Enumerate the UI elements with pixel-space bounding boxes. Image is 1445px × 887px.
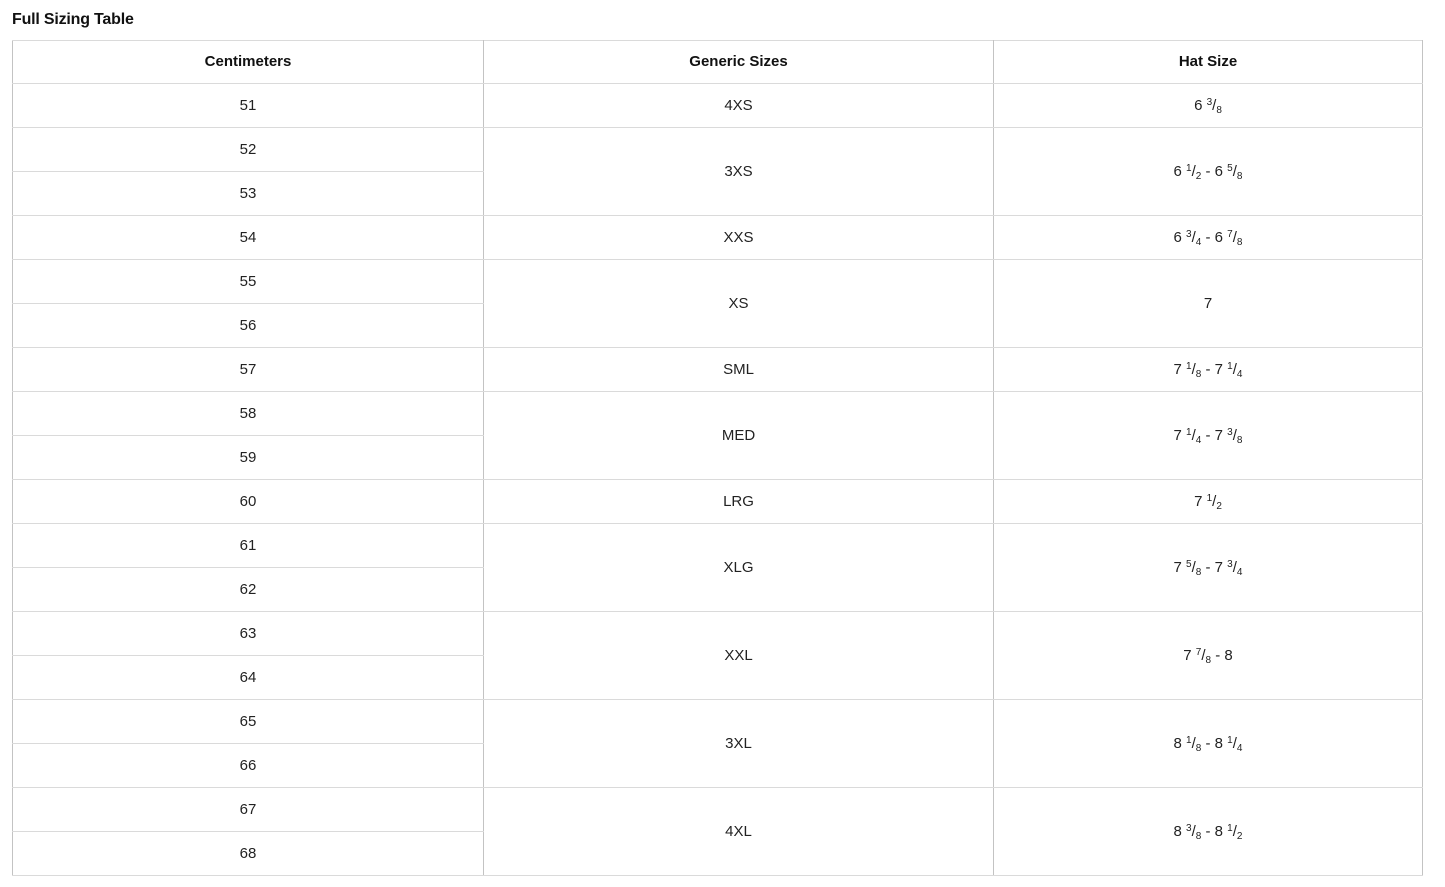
hat-size-cell: 7 $^1/_2$ [994, 479, 1423, 523]
generic-size-cell: XS [484, 259, 994, 347]
generic-size-cell: LRG [484, 479, 994, 523]
hat-size-cell: 7 $^7/_8 - 8$ [994, 611, 1423, 699]
column-header-hat-size: Hat Size [994, 40, 1423, 83]
page-title: Full Sizing Table [12, 11, 134, 28]
table-row [13, 347, 1423, 391]
table-row [13, 787, 1423, 831]
table-row [13, 83, 1423, 127]
centimeters-cell: 63 [13, 611, 484, 655]
hat-size-cell: 6 $^1/_2 - 6$ $^5/_8$ [994, 127, 1423, 215]
centimeters-cell: 56 [13, 303, 484, 347]
centimeters-cell: 58 [13, 391, 484, 435]
centimeters-cell: 65 [13, 699, 484, 743]
hat-size-cell: 6 $^3/_4 - 6$ $^7/_8$ [994, 215, 1423, 259]
table-row [13, 699, 1423, 743]
centimeters-cell: 51 [13, 83, 484, 127]
hat-size-cell: 8 $^1/_8 - 8$ $^1/_4$ [994, 699, 1423, 787]
generic-size-cell: XXL [484, 611, 994, 699]
hat-size-cell: 7 $^1/_4 - 7$ $^3/_8$ [994, 391, 1423, 479]
hat-size-cell: 7 $^1/_8 - 7$ $^1/_4$ [994, 347, 1423, 391]
centimeters-cell: 64 [13, 655, 484, 699]
centimeters-cell: 68 [13, 831, 484, 875]
sizing-table-body [13, 83, 1423, 875]
hat-size-cell: 6 $^3/_8$ [994, 83, 1423, 127]
centimeters-cell: 54 [13, 215, 484, 259]
centimeters-cell: 62 [13, 567, 484, 611]
generic-size-cell: XXS [484, 215, 994, 259]
centimeters-cell: 53 [13, 171, 484, 215]
generic-size-cell: 4XS [484, 83, 994, 127]
generic-size-cell: 3XL [484, 699, 994, 787]
table-row [13, 391, 1423, 435]
generic-size-cell: 4XL [484, 787, 994, 875]
centimeters-cell: 57 [13, 347, 484, 391]
table-row [13, 479, 1423, 523]
sizing-table [12, 40, 1423, 876]
centimeters-cell: 52 [13, 127, 484, 171]
table-row [13, 523, 1423, 567]
header-row [13, 40, 1423, 83]
hat-size-cell: 7 [994, 259, 1423, 347]
centimeters-cell: 61 [13, 523, 484, 567]
column-header-generic-sizes: Generic Sizes [484, 40, 994, 83]
hat-size-cell: 8 $^3/_8 - 8$ $^1/_2$ [994, 787, 1423, 875]
generic-size-cell: SML [484, 347, 994, 391]
table-row [13, 215, 1423, 259]
centimeters-cell: 55 [13, 259, 484, 303]
centimeters-cell: 66 [13, 743, 484, 787]
centimeters-cell: 67 [13, 787, 484, 831]
column-header-centimeters: Centimeters [13, 40, 484, 83]
centimeters-cell: 59 [13, 435, 484, 479]
generic-size-cell: MED [484, 391, 994, 479]
table-row [13, 259, 1423, 303]
table-row [13, 611, 1423, 655]
centimeters-cell: 60 [13, 479, 484, 523]
table-row [13, 127, 1423, 171]
sizing-table-header [13, 40, 1423, 83]
generic-size-cell: 3XS [484, 127, 994, 215]
generic-size-cell: XLG [484, 523, 994, 611]
hat-size-cell: 7 $^5/_8 - 7$ $^3/_4$ [994, 523, 1423, 611]
